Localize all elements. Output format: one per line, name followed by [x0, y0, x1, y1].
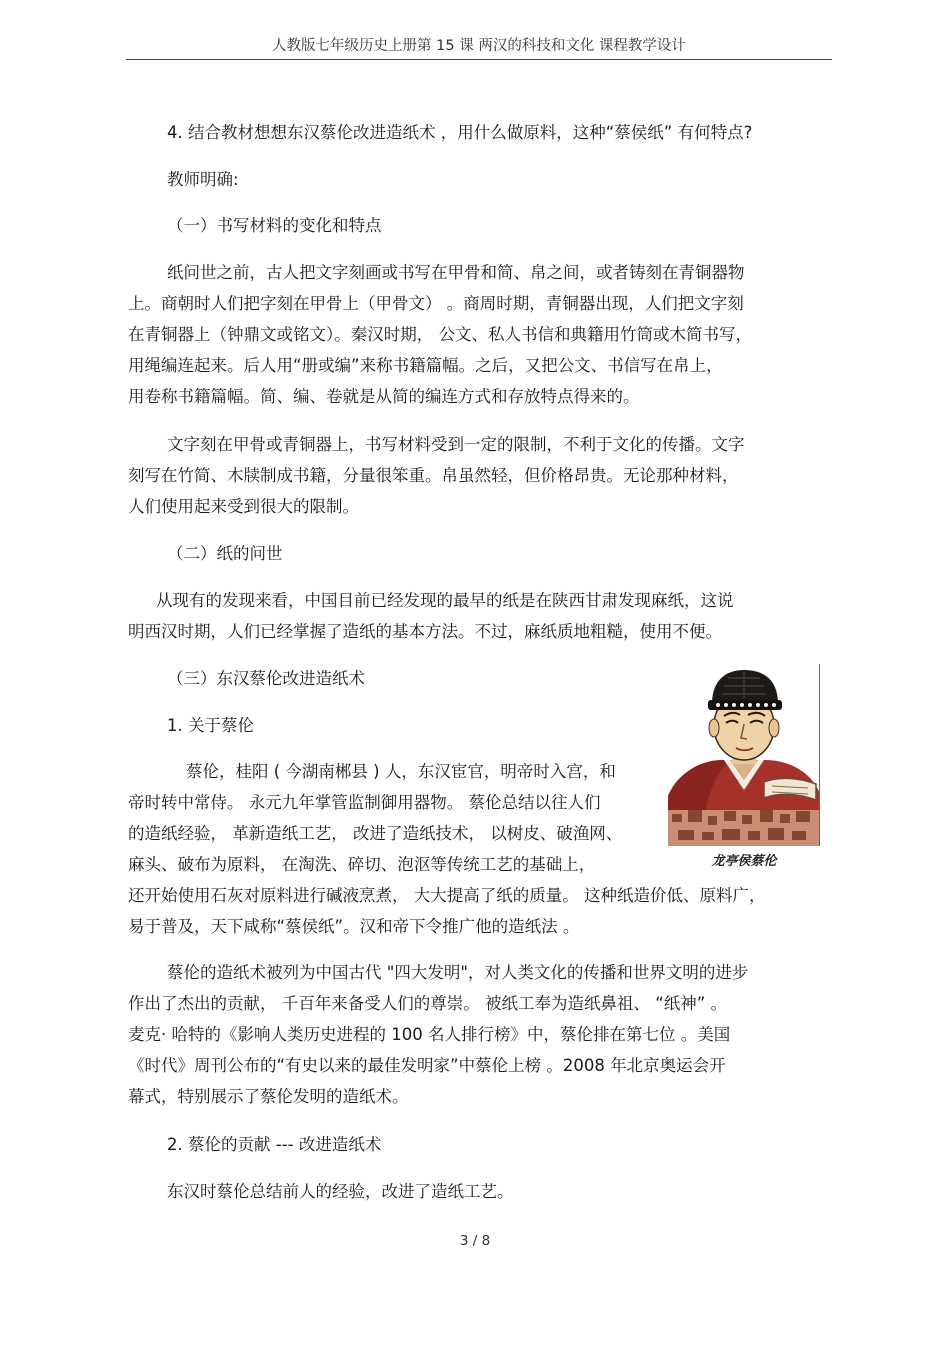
para-5-line: 麦克· 哈特的《影响人类历史进程的 100 名人排行榜》中，蔡伦排在第七位 。美国 [128, 1025, 731, 1044]
header-rule [126, 59, 832, 60]
para-4-line: 还开始使用石灰对原料进行碱液烹煮， 大大提高了纸的质量。 这种纸造价低、原料广， [128, 886, 766, 905]
para-4-line: 帝时转中常侍。 永元九年掌管监制御用器物。 蔡伦总结以往人们 [128, 793, 601, 812]
para-5-line: 蔡伦的造纸术被列为中国古代 "四大发明"，对人类文化的传播和世界文明的进步 [167, 963, 749, 982]
para-1-line: 用绳编连起来。后人用“册或编”来称书籍篇幅。之后，又把公文、书信写在帛上， [128, 356, 723, 375]
para-4-line: 的造纸经验， 革新造纸工艺， 改进了造纸技术， 以树皮、破渔网、 [128, 824, 623, 843]
page-header: 人教版七年级历史上册第 15 课 两汉的科技和文化 课程教学设计 [272, 38, 686, 54]
page-number: 3 / 8 [459, 1233, 491, 1249]
subsection-2-heading: 2. 蔡伦的贡献 --- 改进造纸术 [167, 1135, 382, 1154]
section-2-heading: （二）纸的问世 [167, 544, 283, 563]
question-4: 4. 结合教材想想东汉蔡伦改进造纸术 ，用什么做原料，这种“蔡侯纸” 有何特点? [167, 123, 753, 142]
portrait-border [819, 664, 820, 846]
para-4-line: 蔡伦，桂阳 ( 今湖南郴县 ) 人，东汉宦官，明帝时入宫，和 [186, 762, 616, 781]
para-1-line: 在青铜器上（钟鼎文或铭文）。秦汉时期， 公文、私人书信和典籍用竹筒或木简书写， [128, 325, 752, 344]
para-4-line: 麻头、破布为原料， 在淘洗、碎切、泡沤等传统工艺的基础上， [128, 855, 596, 874]
para-5-line: 作出了杰出的贡献， 千百年来备受人们的尊崇。 被纸工奉为造纸鼻祖、 “纸神” 。 [128, 994, 728, 1013]
section-1-heading: （一）书写材料的变化和特点 [167, 216, 382, 235]
cai-lun-portrait [668, 664, 820, 846]
para-3-line: 明西汉时期，人们已经掌握了造纸的基本方法。不过，麻纸质地粗糙，使用不便。 [128, 622, 722, 641]
para-2-line: 刻写在竹简、木牍制成书籍，分量很笨重。帛虽然轻，但价格昂贵。无论那种材料， [128, 466, 739, 485]
para-1-line: 纸问世之前，古人把文字刻画或书写在甲骨和简、帛之间，或者铸刻在青铜器物 [167, 263, 745, 282]
para-2-line: 文字刻在甲骨或青铜器上，书写材料受到一定的限制，不利于文化的传播。文字 [167, 435, 745, 454]
para-6: 东汉时蔡伦总结前人的经验，改进了造纸工艺。 [167, 1182, 514, 1201]
para-2-line: 人们使用起来受到很大的限制。 [128, 497, 359, 516]
para-1-line: 用卷称书籍篇幅。简、编、卷就是从简的编连方式和存放特点得来的。 [128, 387, 640, 406]
teacher-clarify: 教师明确: [167, 170, 239, 189]
subsection-1-heading: 1. 关于蔡伦 [167, 716, 254, 735]
para-4-line: 易于普及，天下咸称“蔡侯纸”。汉和帝下令推广他的造纸法 。 [128, 917, 580, 936]
para-5-line: 《时代》周刊公布的“有史以来的最佳发明家”中蔡伦上榜 。2008 年北京奥运会开 [128, 1056, 726, 1075]
para-5-line: 幕式，特别展示了蔡伦发明的造纸术。 [128, 1087, 409, 1106]
para-3-line: 从现有的发现来看，中国目前已经发现的最早的纸是在陕西甘肃发现麻纸，这说 [156, 591, 734, 610]
portrait-caption: 龙亭侯蔡伦 [711, 854, 777, 869]
section-3-heading: （三）东汉蔡伦改进造纸术 [167, 669, 365, 688]
para-1-line: 上。商朝时人们把字刻在甲骨上（甲骨文） 。商周时期，青铜器出现，人们把文字刻 [128, 294, 744, 313]
